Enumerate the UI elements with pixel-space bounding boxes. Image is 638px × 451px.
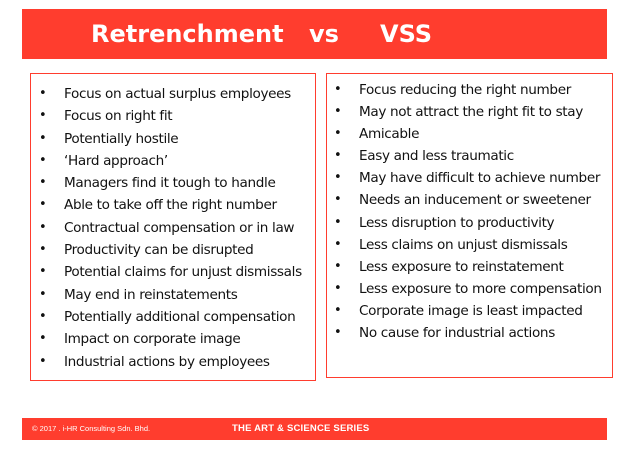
list-item (31, 261, 315, 283)
title-vss: VSS (380, 20, 433, 48)
title-banner (22, 9, 607, 59)
bullet-icon: • (39, 264, 47, 280)
list-item (31, 328, 315, 350)
list-item-text: Less claims on unjust dismissals (359, 236, 568, 253)
list-item-text: Industrial actions by employees (64, 353, 270, 370)
list-item-text: May have difficult to achieve number (359, 170, 601, 187)
bullet-icon: • (39, 152, 47, 168)
bullet-icon: • (334, 104, 342, 120)
list-item (327, 322, 612, 344)
retrenchment-panel (30, 73, 316, 381)
list-item-text: Needs an inducement or sweetener (359, 192, 591, 209)
list-item (327, 278, 612, 300)
bullet-icon: • (39, 219, 47, 235)
list-item-text: No cause for industrial actions (359, 325, 555, 342)
retrenchment-list (31, 74, 315, 373)
list-item-text: Corporate image is least impacted (359, 302, 583, 319)
list-item (327, 234, 612, 256)
list-item-text: Potentially hostile (64, 130, 179, 147)
list-item-text: Focus reducing the right number (359, 82, 571, 98)
bullet-icon: • (39, 353, 47, 369)
bullet-icon: • (39, 331, 47, 347)
list-item (327, 79, 612, 101)
list-item (327, 256, 612, 278)
list-item-text: Less exposure to reinstatement (359, 258, 564, 275)
list-item (31, 150, 315, 172)
bullet-icon: • (334, 170, 342, 186)
vss-list (327, 74, 612, 344)
bullet-icon: • (334, 302, 342, 318)
list-item (327, 167, 612, 189)
bullet-icon: • (334, 325, 342, 341)
vss-panel (326, 73, 613, 378)
bullet-icon: • (39, 286, 47, 302)
list-item-text: Amicable (359, 126, 420, 143)
list-item (31, 284, 315, 306)
list-item (31, 105, 315, 127)
list-item-text: May end in reinstatements (64, 286, 238, 303)
list-item (327, 212, 612, 234)
list-item-text: Managers find it tough to handle (64, 175, 276, 192)
bullet-icon: • (334, 126, 342, 142)
list-item-text: Able to take off the right number (64, 197, 277, 214)
list-item (327, 145, 612, 167)
bullet-icon: • (39, 308, 47, 324)
bullet-icon: • (334, 280, 342, 296)
bullet-icon: • (334, 192, 342, 208)
list-item (327, 300, 612, 322)
bullet-icon: • (334, 82, 342, 97)
title-retrenchment: Retrenchment (91, 20, 284, 48)
bullet-icon: • (39, 175, 47, 191)
title-vs: vs (309, 20, 339, 48)
list-item-text: Productivity can be disrupted (64, 242, 254, 259)
list-item (327, 123, 612, 145)
list-item-text: Less exposure to more compensation (359, 280, 602, 297)
list-item-text: Potential claims for unjust dismissals (64, 264, 302, 281)
list-item (327, 189, 612, 211)
bullet-icon: • (39, 86, 47, 101)
list-item-text: Contractual compensation or in law (64, 219, 295, 236)
list-item-text: Potentially additional compensation (64, 308, 296, 325)
footer-copyright: © 2017 . i-HR Consulting Sdn. Bhd. (32, 424, 151, 433)
list-item (31, 128, 315, 150)
list-item (31, 83, 315, 105)
bullet-icon: • (39, 130, 47, 146)
bullet-icon: • (334, 214, 342, 230)
footer-series-title: THE ART & SCIENCE SERIES (232, 423, 370, 434)
list-item (31, 194, 315, 216)
bullet-icon: • (39, 242, 47, 258)
bullet-icon: • (39, 197, 47, 213)
bullet-icon: • (334, 258, 342, 274)
list-item-text: ‘Hard approach’ (64, 152, 168, 169)
list-item-text: May not attract the right fit to stay (359, 104, 583, 121)
list-item (31, 172, 315, 194)
bullet-icon: • (334, 148, 342, 164)
list-item-text: Impact on corporate image (64, 331, 241, 348)
bullet-icon: • (39, 108, 47, 124)
list-item-text: Focus on actual surplus employees (64, 86, 291, 102)
list-item-text: Focus on right fit (64, 108, 173, 125)
list-item-text: Easy and less traumatic (359, 148, 514, 165)
list-item (327, 101, 612, 123)
list-item-text: Less disruption to productivity (359, 214, 555, 231)
bullet-icon: • (334, 236, 342, 252)
list-item (31, 351, 315, 373)
footer-banner (22, 418, 607, 440)
list-item (31, 306, 315, 328)
list-item (31, 217, 315, 239)
list-item (31, 239, 315, 261)
